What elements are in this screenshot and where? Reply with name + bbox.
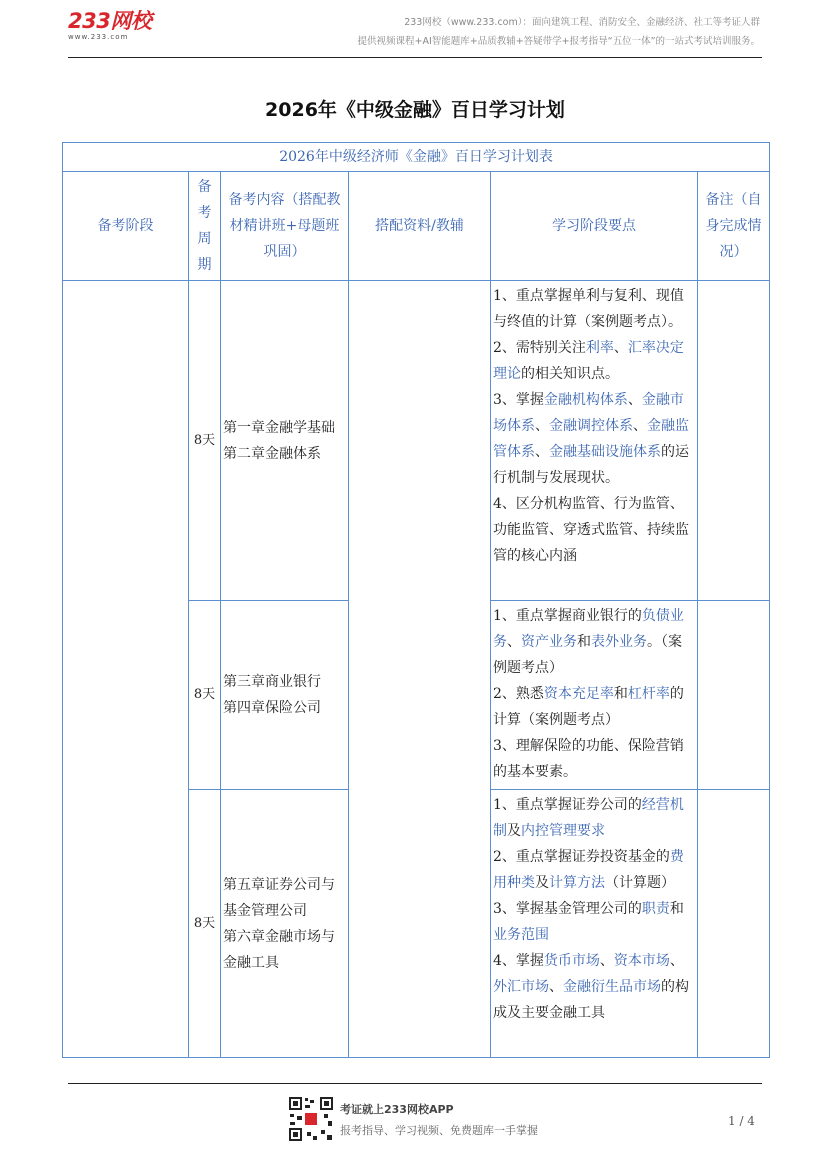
chapter-item: 第六章金融市场与金融工具 — [223, 928, 335, 971]
page-title: 2026年《中级金融》百日学习计划 — [265, 99, 565, 121]
table-caption: 2026年中级经济师《金融》百日学习计划表 — [63, 143, 770, 172]
header-points: 学习阶段要点 — [491, 172, 698, 281]
chapter-item: 第四章保险公司 — [223, 700, 321, 716]
page-number: 1 / 4 — [728, 1114, 755, 1128]
logo-url: www.233.com — [68, 33, 129, 41]
header-line-1: 233网校（www.233.com）：面向建筑工程、消防安全、金融经济、社工等考证人群 — [404, 17, 760, 28]
header-divider — [68, 57, 762, 58]
points-cell: 1、重点掌握证券公司的经营机制及内控管理要求 2、重点掌握证券投资基金的费用种类及计算方法（计算题） 3、掌握基金管理公司的职责和业务范围 4、掌握货币市场、资本市场、外汇市场、金融衍生品市场的构成及主要金融工具 — [491, 790, 698, 1058]
header-period: 备考周期 — [189, 172, 221, 281]
chapter-item: 第一章金融学基础 — [223, 419, 335, 436]
header-line-2: 提供视频课程+AI智能题库+品质教辅+答疑带学+报考指导“五位一体”的一站式考试培训服务。 — [357, 36, 760, 47]
app-promo-subtitle: 报考指导、学习视频、免费题库一手掌握 — [340, 1124, 538, 1137]
chapter-item: 第五章证券公司与基金管理公司 — [223, 876, 335, 919]
materials-cell — [349, 281, 491, 1058]
study-plan-table — [62, 142, 769, 1058]
points-cell: 1、重点掌握单利与复利、现值与终值的计算（案例题考点）。 2、需特别关注利率、汇率决定理论的相关知识点。 3、掌握金融机构体系、金融市场体系、金融调控体系、金融监管体系、金融基础设施体系的运行机制与发展现状。 4、区分机构监管、行为监管、功能监管、穿透式监管、持续监管的核心内涵 — [491, 281, 698, 601]
header-content: 备考内容（搭配教材精讲班+母题班巩固） — [221, 172, 349, 281]
page-header — [0, 0, 830, 60]
header-slogan — [358, 13, 761, 51]
notes-cell — [698, 601, 770, 790]
footer-divider — [68, 1083, 762, 1084]
notes-cell — [698, 281, 770, 601]
content-cell — [221, 281, 349, 601]
header-materials: 搭配资料/教辅 — [349, 172, 491, 281]
stage-cell — [63, 281, 189, 1058]
chapter-item: 第三章商业银行 — [223, 674, 321, 690]
period-cell: 8天 — [189, 790, 221, 1058]
content-cell — [221, 790, 349, 1058]
app-promo-title: 考证就上233网校APP — [340, 1103, 454, 1116]
content-cell — [221, 601, 349, 790]
header-stage: 备考阶段 — [63, 172, 189, 281]
logo-text: 233网校 — [68, 9, 152, 33]
header-notes: 备注（自身完成情况） — [698, 172, 770, 281]
period-cell: 8天 — [189, 281, 221, 601]
qr-code-icon — [288, 1096, 334, 1142]
table-row — [63, 281, 770, 601]
notes-cell — [698, 790, 770, 1058]
chapter-item: 第二章金融体系 — [223, 445, 321, 462]
period-cell: 8天 — [189, 601, 221, 790]
brand-logo[interactable] — [68, 10, 151, 41]
table-header-row — [63, 172, 770, 281]
points-cell: 1、重点掌握商业银行的负债业务、资产业务和表外业务。（案例题考点） 2、熟悉资本充足率和杠杆率的计算（案例题考点） 3、理解保险的功能、保险营销的基本要素。 — [491, 601, 698, 790]
